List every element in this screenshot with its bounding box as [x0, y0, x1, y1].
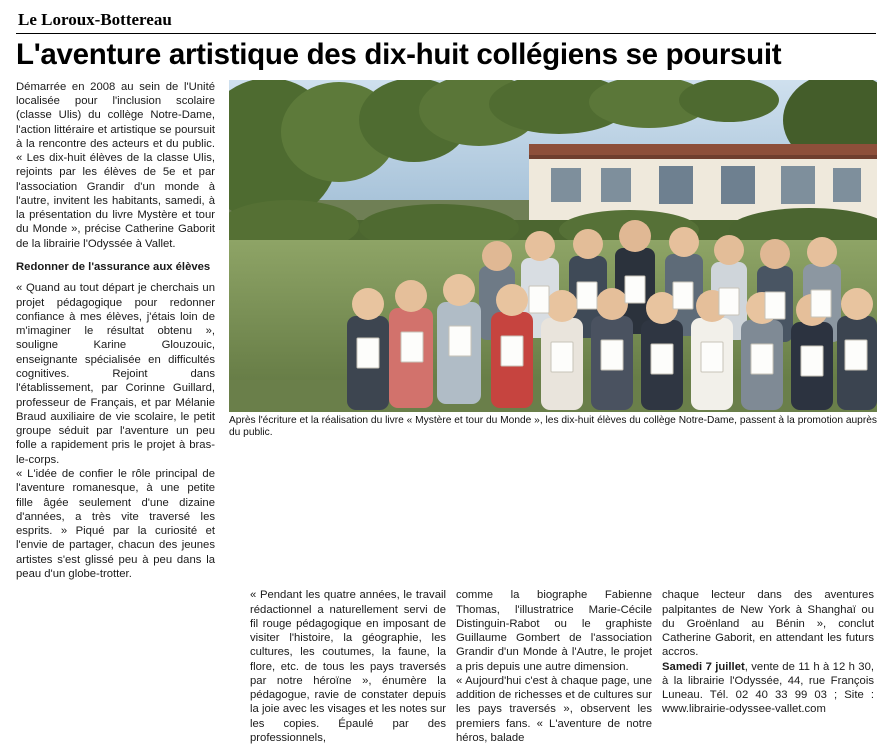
bottom-columns: [16, 588, 877, 745]
column1-paragraph: « Pendant les quatre années, le travail rédactionnel a naturellement servi de fil rouge pédagogique en imposant de visiter l'histoire, la géographie, les cultures, les coutumes, la faune, la flore, etc. de tous les pays traversés par notre héroïne », énumère la pédagogue, ravie de constater depuis la joie avec les visages et les notes sur les copies. Épaulé par des professionnels,: [250, 589, 446, 745]
column2-paragraph-1: comme la biographe Fabienne Thomas, l'illustratrice Marie-Cécile Distinguin-Rabot ou le graphiste Guillaume Gombert de l'association Grandir d'un Monde à l'Autre, le projet a pris depuis une autre dimension.: [456, 589, 652, 673]
practical-info: [662, 660, 874, 717]
header-rule: [16, 33, 876, 34]
section-kicker: Le Loroux-Bottereau: [18, 10, 172, 29]
lead-column: [16, 80, 225, 582]
event-date: Samedi 7 juillet: [662, 660, 745, 673]
photo-illustration: [229, 80, 877, 412]
article-photo: [229, 80, 877, 412]
page-title: L'aventure artistique des dix-huit collégiens se poursuit: [16, 38, 782, 71]
body-column-3: [662, 588, 874, 745]
body-column-1: [250, 588, 456, 745]
lead-paragraph: Démarrée en 2008 au sein de l'Unité localisée pour l'inclusion scolaire (classe Ulis) du collège Notre-Dame, l'action littéraire et artistique se poursuit à la rencontre des acteurs et du public. « Les dix-huit élèves de la classe Ulis, rejoints par les élèves de 5e et par l'association Grandir d'un monde à l'autre, invitent les habitants, samedi, à la présentation du livre Mystère et tour du Monde », précise Catherine Gaborit de la librairie l'Odyssée à Vallet.: [16, 80, 215, 250]
top-section: [14, 80, 877, 582]
left-paragraph-2: « L'idée de confier le rôle principal de l'aventure romanesque, à une petite fille âgée seulement d'une dizaine d'années, a très vite traversé les esprits. » Piqué par la curiosité et l'envie de partager, chacun des jeunes artistes s'est glissé peu à peu dans la peau d'un globe-trotter.: [16, 467, 215, 580]
left-paragraph-1: « Quand au tout départ je cherchais un projet pédagogique pour redonner confiance à mes élèves, j'étais loin de m'imaginer le résultat obtenu », souligne Karine Glouzouic, enseignante spécialisée en difficultés cognitives. Rejoint dans l'établissement, par Corinne Guillard, professeur de Français, et par Mélanie Braud auxiliaire de vie scolaire, le petit groupe séduit par l'aventure un peu folle a rapidement pris le projet à bras-le-corps.: [16, 282, 215, 466]
photo-caption: Après l'écriture et la réalisation du livre « Mystère et tour du Monde », les dix-huit élèves du collège Notre-Dame, passent à la promotion auprès du public.: [229, 414, 877, 439]
column3-paragraph-1: chaque lecteur dans des aventures palpitantes de New York à Shanghaï ou du Groënland au Bénin », conclut Catherine Gaborit, en attendant les futurs accros.: [662, 589, 874, 659]
photo-block: [229, 80, 877, 441]
event-details: , vente de 11 h à 12 h 30, à la librairie l'Odyssée, 44, rue François Luneau. Tél. 02 40 33 99 03 ; Site : www.librairie-odyssee-vallet.com: [662, 660, 875, 716]
body-column-2: [456, 588, 662, 745]
subheading: Redonner de l'assurance aux élèves: [16, 261, 211, 274]
column2-paragraph-2: « Aujourd'hui c'est à chaque page, une addition de richesses et de cultures sur les pays traversés », observent les premiers fans. « L'aventure de notre héros, balade: [456, 674, 652, 745]
